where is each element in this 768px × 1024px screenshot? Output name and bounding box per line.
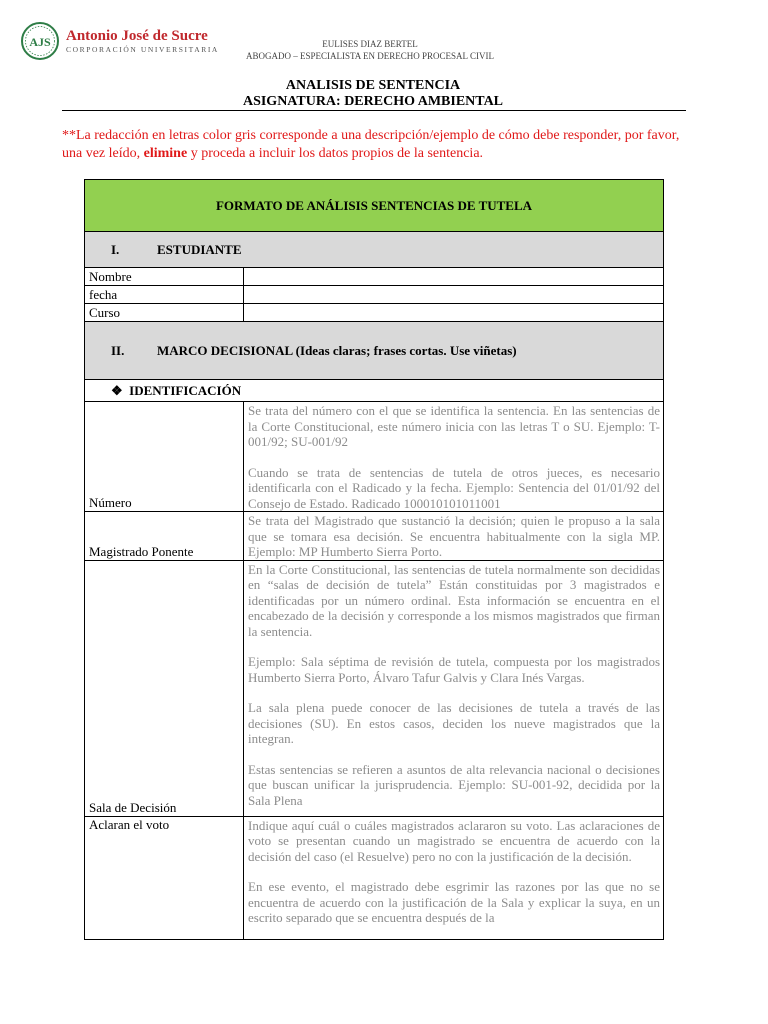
- section-marco-decisional: [85, 322, 664, 380]
- logo-name: Antonio José de Sucre: [66, 27, 208, 44]
- identificacion-heading: [85, 380, 664, 402]
- aclaran-description: Indique aquí cuál o cuáles magistrados aclararon su voto. Las aclaraciones de voto se presentan cuando un magistrado se encuentra de acuerdo con la decisión del caso (el Resuelve) pero no con la justificación de la decisión.: [248, 817, 660, 864]
- note-text: **La redacción en letras color gris corresponde a una descripción/ejemplo de cómo debe responder, por favor, una vez leído,: [62, 128, 680, 161]
- numero-description: Se trata del número con el que se identifica la sentencia. En las sentencias de la Corte Constitucional, este número inicia con las letras T o SU. Ejemplo: T-001/92; SU-001/92: [248, 403, 660, 449]
- student-name-field[interactable]: [244, 268, 664, 286]
- document-subject: ASIGNATURA: DERECHO AMBIENTAL: [242, 94, 504, 109]
- svg-text:AJS: AJS: [29, 35, 51, 49]
- author-title: ABOGADO – ESPECIALISTA EN DERECHO PROCESAL CIVIL: [246, 51, 494, 61]
- document-title: ANALISIS DE SENTENCIA: [285, 78, 461, 93]
- section-label: ESTUDIANTE: [157, 241, 242, 257]
- author-name: EULISES DIAZ BERTEL: [322, 39, 418, 49]
- student-row-label: Curso: [85, 304, 244, 322]
- note-text-end: y proceda a incluir los datos propios de la sentencia.: [187, 146, 484, 161]
- sala-label: Sala de Decisión: [85, 560, 244, 816]
- diamond-bullet-icon: ❖: [111, 382, 123, 398]
- sala-description: La sala plena puede conocer de las decisiones de tutela a través de las decisiones (SU). En estos casos, deciden los nueve magistrados que la integran.: [248, 700, 660, 746]
- section-number: II.: [111, 342, 125, 358]
- sala-description: En la Corte Constitucional, las sentencias de tutela normalmente son decididas en “salas de decisión de tutela” Están constituidas por 3 magistrados e identificadas por un número ordinal. Esta información se encuentra en el encabezado de la decisión y corresponde a los mismos magistrados que firman la sentencia.: [248, 561, 660, 639]
- sala-field[interactable]: [244, 560, 664, 816]
- monogram-emblem-icon: [20, 21, 60, 61]
- author-header: [210, 38, 530, 62]
- section-number: I.: [111, 241, 120, 257]
- note-emphasis: elimine: [143, 146, 188, 161]
- logo-subtitle: CORPORACIÓN UNIVERSITARIA: [66, 44, 219, 54]
- numero-description: Cuando se trata de sentencias de tutela de otros jueces, es necesario identificarla con el Radicado y la fecha. Ejemplo: Sentencia del 01/01/92 del Consejo de Estado. Radicado 100010101011001: [248, 464, 660, 511]
- instruction-note: [62, 127, 702, 163]
- magistrado-description: Se trata del Magistrado que sustanció la decisión; quien le propuso a la sala que se tomara esa decisión. Se encuentra habitualmente con la sigla MP. Ejemplo: MP Humberto Sierra Porto.: [248, 513, 660, 559]
- aclaran-description: En ese evento, el magistrado debe esgrimir las razones por las que no se encuentra de acuerdo con la justificación de la Sala y explicar la suya, en un escrito separado que se encuentra después de la: [248, 879, 660, 925]
- section-estudiante: [85, 232, 664, 268]
- form-title: FORMATO DE ANÁLISIS SENTENCIAS DE TUTELA: [85, 180, 664, 232]
- section-label: MARCO DECISIONAL (Ideas claras; frases cortas. Use viñetas): [157, 342, 517, 358]
- student-row-label: fecha: [85, 286, 244, 304]
- numero-label: Número: [85, 402, 244, 512]
- numero-field[interactable]: [244, 402, 664, 512]
- title-divider: [62, 110, 686, 111]
- magistrado-label: Magistrado Ponente: [85, 512, 244, 561]
- aclaran-label: Aclaran el voto: [85, 816, 244, 939]
- aclaran-field[interactable]: [244, 816, 664, 939]
- magistrado-field[interactable]: [244, 512, 664, 561]
- sala-description: Estas sentencias se refieren a asuntos de alta relevancia nacional o decisiones que buscan unificar la jurisprudencia. Ejemplo: SU-001-92, decidida por la Sala Plena: [248, 761, 660, 808]
- analysis-form-table: [84, 179, 664, 940]
- sala-description: Ejemplo: Sala séptima de revisión de tutela, compuesta por los magistrados Humberto Sierra Porto, Álvaro Tafur Galvis y Clara Inés Vargas.: [248, 654, 660, 685]
- university-logo: [20, 18, 220, 64]
- identificacion-label: IDENTIFICACIÓN: [129, 382, 242, 398]
- student-course-field[interactable]: [244, 304, 664, 322]
- student-date-field[interactable]: [244, 286, 664, 304]
- student-row-label: Nombre: [85, 268, 244, 286]
